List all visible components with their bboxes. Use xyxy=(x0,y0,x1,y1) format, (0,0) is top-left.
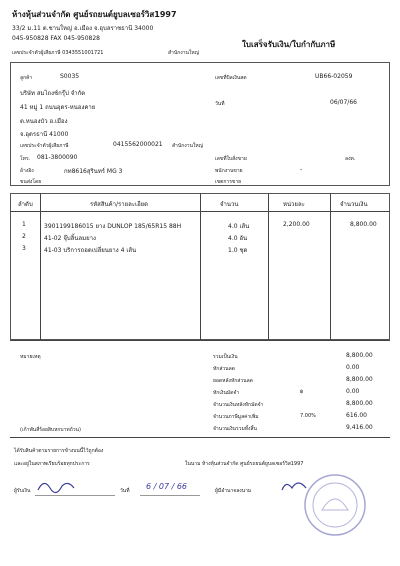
customer-ref-label: อ้างอิง xyxy=(20,168,34,174)
document-title: ใบเสร็จรับเงิน/ใบกำกับภาษี xyxy=(242,40,336,49)
summary-pct: 7.00% xyxy=(300,413,316,419)
summary-value: 8,800.00 xyxy=(346,400,373,407)
date-value: 06/07/66 xyxy=(330,99,357,106)
summary-label: รวมเป็นเงิน xyxy=(213,354,238,360)
customer-tel: 081-3800090 xyxy=(37,154,78,161)
customer-addr3: จ.อุดรธานี 41000 xyxy=(20,131,69,138)
handwritten-date: 6 / 07 / 66 xyxy=(146,482,188,491)
amount-in-words: (เก้าพันสี่ร้อยสิบหกบาทถ้วน) xyxy=(20,427,81,433)
table-row-no: 1 xyxy=(22,221,26,228)
table-row-desc: 41-03 บริการถอดเปลี่ยนยาง 4 เส้น xyxy=(44,247,137,254)
doc-no: UB66-02059 xyxy=(315,73,353,80)
summary-label: จำนวนเงินหลังหักมัดจำ xyxy=(213,402,264,408)
company-address: 33/2 ม.11 ต.ชานใหญ่ อ.เมือง จ.อุบลราชธานี 34000 xyxy=(12,25,154,32)
remark-label: หมายเหตุ xyxy=(20,354,41,360)
salesman-value: - xyxy=(300,166,303,173)
company-branch: สำนักงานใหญ่ xyxy=(168,50,199,56)
customer-name: บริษัท สมไถงช์กรุ๊ป จำกัด xyxy=(20,90,86,97)
table-row-price: 2,200.00 xyxy=(283,221,310,228)
summary-value: 8,800.00 xyxy=(346,376,373,383)
col-header-no: ลำดับ xyxy=(18,201,33,208)
summary-value: 8,800.00 xyxy=(346,352,373,359)
customer-addr1: 41 หมู่ 1 ถนนอุดร-หนองคาย xyxy=(20,104,96,111)
company-stamp xyxy=(300,470,370,540)
company-tax-id: เลขประจำตัวผู้เสียภาษี 0343551001721 xyxy=(12,50,104,56)
col-header-qty: จำนวน xyxy=(220,201,239,208)
customer-code: S0035 xyxy=(60,73,80,80)
table-row-no: 3 xyxy=(22,245,26,252)
customer-tel-label: โทร. xyxy=(20,156,31,162)
receiver-signature xyxy=(36,476,76,496)
shipto-label: เลขที่ใบสั่งขาย xyxy=(215,156,247,162)
table-row-qty: 4.0 เส้น xyxy=(228,223,250,230)
receiver-date-label: วันที่ xyxy=(120,488,130,494)
doc-no-label: เลขที่บิลเงินสด xyxy=(215,75,247,81)
summary-label: จำนวนภาษีมูลค่าเพิ่ม xyxy=(213,414,259,420)
summary-pct: ฿ xyxy=(300,389,304,395)
table-row-amount: 8,800.00 xyxy=(350,221,377,228)
condition-note: และอยู่ในสภาพเรียบร้อยทุกประการ xyxy=(14,461,90,467)
customer-addr2: ต.หนองบัว อ.เมือง xyxy=(20,118,68,125)
summary-value: 0.00 xyxy=(346,364,360,371)
summary-label: ยอดหลังหักส่วนลด xyxy=(213,378,253,384)
company-tel-fax: 045-950828 FAX 045-950828 xyxy=(12,35,100,42)
summary-label: หักส่วนลด xyxy=(213,366,235,372)
summary-value: 616.00 xyxy=(346,412,367,419)
receiver-label: ผู้รับเงิน xyxy=(14,488,31,494)
customer-code-label: ลูกค้า xyxy=(20,75,33,81)
customer-tax-branch: สำนักงานใหญ่ xyxy=(172,143,203,149)
company-name: ห้างหุ้นส่วนจำกัด ศูนย์รถยนต์ยูบลเซอร์วิส1997 xyxy=(12,10,177,19)
customer-tax-label: เลขประจำตัวผู้เสียภาษี xyxy=(20,143,69,149)
credit-label: ลงท. xyxy=(345,156,356,162)
customer-ship-label: ขนส่งโดย xyxy=(20,179,42,185)
col-header-desc: รหัสสินค้า/รายละเอียด xyxy=(90,201,149,208)
table-row-qty: 1.0 ชุด xyxy=(228,247,248,254)
date-label: วันที่ xyxy=(215,101,225,107)
summary-value: 0.00 xyxy=(346,388,360,395)
col-header-price: หน่วยละ xyxy=(283,201,305,208)
table-row-qty: 4.0 อัน xyxy=(228,235,248,242)
authorized-label: ผู้มีอำนาจลงนาม xyxy=(215,488,252,494)
summary-value: 9,416.00 xyxy=(346,424,373,431)
company-sign-line: ในนาม ห้างหุ้นส่วนจำกัด ศูนย์รถยนต์ยูบลเซอร์วิส1997 xyxy=(185,461,304,467)
col-header-amount: จำนวนเงิน xyxy=(340,201,368,208)
table-row-no: 2 xyxy=(22,233,26,240)
table-row-desc: 3901199186015 ยาง DUNLOP 185/65R15 88H xyxy=(44,223,182,230)
due-label: เขตการขาย xyxy=(215,179,242,185)
summary-label: หักเงินมัดจำ xyxy=(213,390,240,396)
customer-tax-id: 0415562000021 xyxy=(113,141,163,148)
summary-label: จำนวนเงินรวมทั้งสิ้น xyxy=(213,426,257,432)
table-row-desc: 41-02 จุ๊บลิ้นลมยาง xyxy=(44,235,96,242)
customer-ref: กท8616สุรินทร์ MG 3 xyxy=(64,168,123,175)
received-note: ได้รับสินค้าตามรายการข้างบนนี้ไว้ถูกต้อง xyxy=(14,448,104,454)
salesman-label: พนักงานขาย xyxy=(215,168,243,174)
